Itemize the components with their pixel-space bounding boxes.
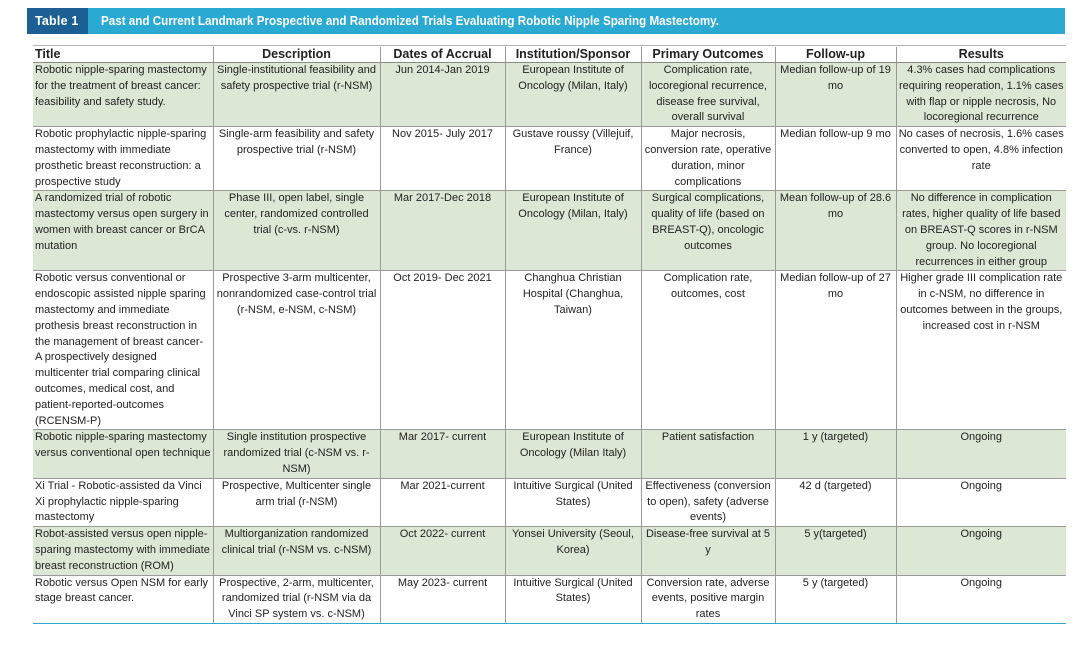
cell-title: A randomized trial of robotic mastectomy versus open surgery in women with breast cancer or BrCA mutation — [33, 191, 213, 271]
cell-description: Prospective 3-arm multicenter, nonrandomized case-control trial (r-NSM, e-NSM, c-NSM) — [213, 271, 380, 430]
cell-outcomes: Patient satisfaction — [641, 430, 775, 478]
cell-description: Prospective, Multicenter single arm trial (r-NSM) — [213, 478, 380, 526]
cell-description: Phase III, open label, single center, randomized controlled trial (c-vs. r-NSM) — [213, 191, 380, 271]
cell-results: Ongoing — [896, 527, 1066, 575]
cell-institution: European Institute of Oncology (Milan, Italy) — [505, 191, 641, 271]
cell-description: Single-arm feasibility and safety prospective trial (r-NSM) — [213, 127, 380, 191]
cell-dates: Mar 2017-Dec 2018 — [380, 191, 505, 271]
cell-results: Higher grade III complication rate in c-NSM, no difference in outcomes between in the groups, increased cost in r-NSM — [896, 271, 1066, 430]
table-caption-title: Past and Current Landmark Prospective and Randomized Trials Evaluating Robotic Nipple Sparing Mastectomy. — [100, 14, 719, 28]
table-number-label: Table 1 — [27, 8, 88, 34]
cell-institution: Intuitive Surgical (United States) — [505, 478, 641, 526]
cell-dates: Nov 2015- July 2017 — [380, 127, 505, 191]
cell-institution: European Institute of Oncology (Milan Italy) — [505, 430, 641, 478]
cell-results: Ongoing — [896, 478, 1066, 526]
cell-title: Robotic versus Open NSM for early stage breast cancer. — [33, 575, 213, 623]
cell-dates: Mar 2021-current — [380, 478, 505, 526]
cell-dates: Jun 2014-Jan 2019 — [380, 63, 505, 127]
cell-title: Robotic nipple-sparing mastectomy for the treatment of breast cancer: feasibility and safety study. — [33, 63, 213, 127]
table-row — [33, 575, 1066, 623]
cell-description: Multiorganization randomized clinical trial (r-NSM vs. c-NSM) — [213, 527, 380, 575]
cell-followup: Mean follow-up of 28.6 mo — [775, 191, 896, 271]
col-header-dates: Dates of Accrual — [380, 47, 505, 63]
cell-title: Robotic nipple-sparing mastectomy versus conventional open technique — [33, 430, 213, 478]
cell-results: 4.3% cases had complications requiring reoperation, 1.1% cases with flap or nipple necrosis, No locoregional recurrence — [896, 63, 1066, 127]
cell-title: Xi Trial - Robotic-assisted da Vinci Xi prophylactic nipple-sparing mastectomy — [33, 478, 213, 526]
cell-results: No cases of necrosis, 1.6% cases converted to open, 4.8% infection rate — [896, 127, 1066, 191]
cell-followup: 42 d (targeted) — [775, 478, 896, 526]
cell-outcomes: Conversion rate, adverse events, positive margin rates — [641, 575, 775, 623]
col-header-outcomes: Primary Outcomes — [641, 47, 775, 63]
col-header-results: Results — [896, 47, 1066, 63]
cell-dates: Oct 2022- current — [380, 527, 505, 575]
cell-outcomes: Surgical complications, quality of life (based on BREAST-Q), oncologic outcomes — [641, 191, 775, 271]
table-header-row — [33, 47, 1066, 63]
cell-outcomes: Major necrosis, conversion rate, operative duration, minor complications — [641, 127, 775, 191]
table-row — [33, 127, 1066, 191]
cell-description: Prospective, 2-arm, multicenter, randomized trial (r-NSM via da Vinci SP system vs. c-NSM) — [213, 575, 380, 623]
col-header-description: Description — [213, 47, 380, 63]
cell-institution: Gustave roussy (Villejuif, France) — [505, 127, 641, 191]
table-row — [33, 191, 1066, 271]
cell-title: Robotic versus conventional or endoscopic assisted nipple sparing mastectomy and immediate prothesis breast reconstruction in the management of breast cancer- A prospectively designed multicenter trial comparing clinical outcomes, medical cost, and patient-reported-outcomes (RCENSM-P) — [33, 271, 213, 430]
cell-dates: May 2023- current — [380, 575, 505, 623]
cell-dates: Mar 2017- current — [380, 430, 505, 478]
cell-followup: 5 y (targeted) — [775, 575, 896, 623]
cell-institution: Intuitive Surgical (United States) — [505, 575, 641, 623]
cell-results: No difference in complication rates, higher quality of life based on BREAST-Q scores in r-NSM group. No locoregional recurrences in either group — [896, 191, 1066, 271]
table-row — [33, 271, 1066, 430]
col-header-title: Title — [33, 47, 213, 63]
cell-followup: 5 y(targeted) — [775, 527, 896, 575]
cell-institution: European Institute of Oncology (Milan, Italy) — [505, 63, 641, 127]
cell-results: Ongoing — [896, 575, 1066, 623]
table-caption-banner — [27, 8, 1065, 34]
cell-description: Single-institutional feasibility and safety prospective trial (r-NSM) — [213, 63, 380, 127]
table-row — [33, 527, 1066, 575]
cell-results: Ongoing — [896, 430, 1066, 478]
cell-followup: 1 y (targeted) — [775, 430, 896, 478]
table-row — [33, 63, 1066, 127]
cell-title: Robotic prophylactic nipple-sparing mastectomy with immediate prosthetic breast reconstruction: a prospective study — [33, 127, 213, 191]
col-header-followup: Follow-up — [775, 47, 896, 63]
cell-outcomes: Disease-free survival at 5 y — [641, 527, 775, 575]
table-row — [33, 478, 1066, 526]
cell-description: Single institution prospective randomized trial (c-NSM vs. r-NSM) — [213, 430, 380, 478]
col-header-institution: Institution/Sponsor — [505, 47, 641, 63]
table-top-rule — [33, 45, 1066, 46]
cell-outcomes: Effectiveness (conversion to open), safety (adverse events) — [641, 478, 775, 526]
cell-institution: Changhua Christian Hospital (Changhua, Taiwan) — [505, 271, 641, 430]
cell-dates: Oct 2019- Dec 2021 — [380, 271, 505, 430]
cell-outcomes: Complication rate, outcomes, cost — [641, 271, 775, 430]
cell-followup: Median follow-up 9 mo — [775, 127, 896, 191]
cell-title: Robot-assisted versus open nipple-sparing mastectomy with immediate breast reconstruction (ROM) — [33, 527, 213, 575]
cell-institution: Yonsei University (Seoul, Korea) — [505, 527, 641, 575]
cell-followup: Median follow-up of 27 mo — [775, 271, 896, 430]
trials-table — [33, 47, 1066, 624]
cell-outcomes: Complication rate, locoregional recurrence, disease free survival, overall survival — [641, 63, 775, 127]
cell-followup: Median follow-up of 19 mo — [775, 63, 896, 127]
table-row — [33, 430, 1066, 478]
